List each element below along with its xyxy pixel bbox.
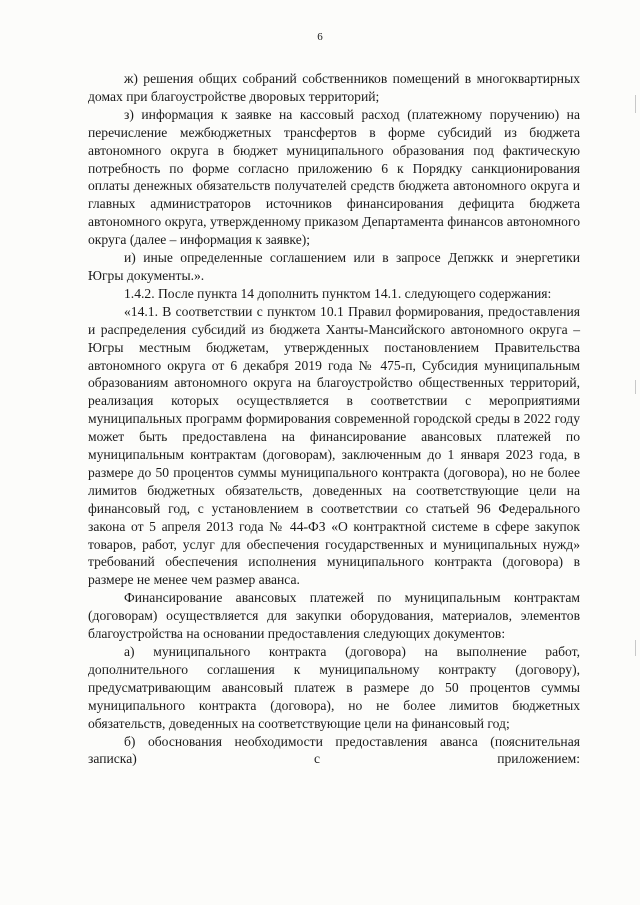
paragraph-zh: ж) решения общих собраний собственников помещений в многоквартирных домах при благоустройстве дворовых территорий; <box>88 71 580 104</box>
scan-edge-mark <box>635 640 636 656</box>
paragraph-z: з) информация к заявке на кассовый расход (платежному поручению) на перечисление межбюджетных трансфертов в форме субсидий из бюджета автономного округа в бюджет муниципального образования под фактическую потребность по форме согласно приложению 6 к Порядку санкционирования оплаты денежных обязательств получателей средств бюджета автономного округа и главных администраторов источников финансирования дефицита бюджета автономного округа, утвержденному приказом Департамента финансов автономного округа (далее – информация к заявке); <box>88 106 580 248</box>
page-number: 6 <box>317 31 323 43</box>
paragraph-financing: Финансирование авансовых платежей по муниципальным контрактам (договорам) осуществляется для закупки оборудования, материалов, элементов благоустройства на основании предоставления следующих документов: <box>88 590 580 642</box>
scan-edge-mark <box>635 95 636 113</box>
document-body <box>88 70 580 768</box>
paragraph-14-1: «14.1. В соответствии с пунктом 10.1 Правил формирования, предоставления и распределения субсидий из бюджета Ханты-Мансийского автономного округа – Югры местным бюджетам, утвержденных постановлением Правительства автономного округа от 6 декабря 2019 года № 475-п, Субсидия муниципальным образованиям автономного округа на благоустройство общественных территорий, реализация которых осуществляется в соответствии с мероприятиями муниципальных программ формирования современной городской среды в 2022 году может быть предоставлена на финансирование авансовых платежей по муниципальным контрактам (договорам), заключенным до 1 января 2023 года, в размере до 50 процентов суммы муниципального контракта (договора), но не более лимитов бюджетных обязательств, доведенных на соответствующие цели на финансовый год, с установлением в соответствии со статьей 96 Федерального закона от 5 апреля 2013 года № 44-ФЗ «О контрактной системе в сфере закупок товаров, работ, услуг для обеспечения государственных и муниципальных нужд» требований обеспечения исполнения муниципального контракта (договора) в размере не менее чем размер аванса. <box>88 303 580 588</box>
paragraph-1-4-2: 1.4.2. После пункта 14 дополнить пунктом 14.1. следующего содержания: <box>124 285 552 301</box>
paragraph-i: и) иные определенные соглашением или в запросе Депжкк и энергетики Югры документы.». <box>88 250 580 283</box>
scan-edge-mark <box>635 380 636 394</box>
paragraph-b: б) обоснования необходимости предоставления аванса (пояснительная записка) с приложением: <box>88 733 580 767</box>
paragraph-a: а) муниципального контракта (договора) на выполнение работ, дополнительного соглашения к муниципальному контракту (договору), предусматривающим авансовый платеж в размере до 50 процентов суммы муниципального контракта (договора), но не более лимитов бюджетных обязательств, доведенных на соответствующие цели на финансовый год; <box>88 644 580 731</box>
